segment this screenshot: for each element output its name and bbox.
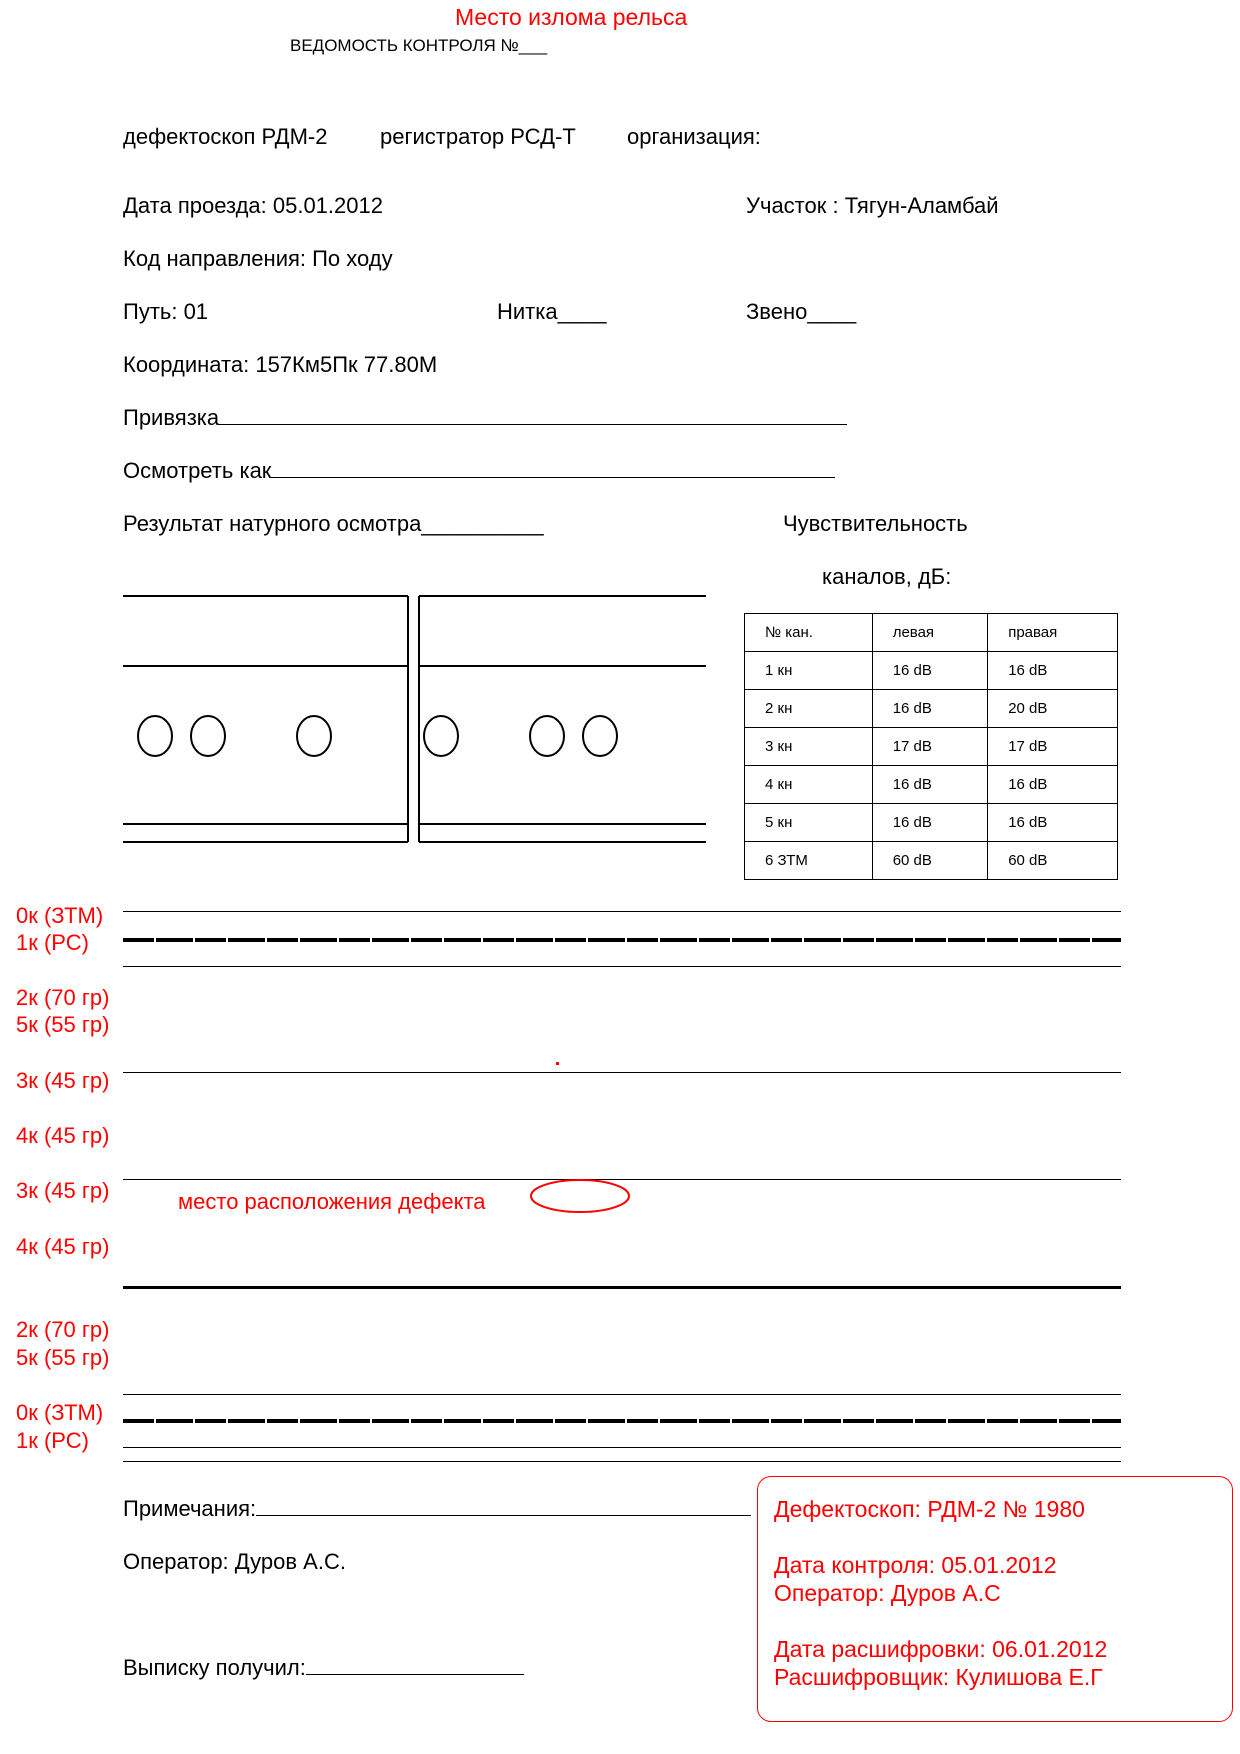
bolt-hole-icon — [297, 716, 331, 756]
notes-field — [123, 1496, 751, 1522]
channel-cell: 6 ЗТМ — [745, 842, 873, 880]
sensitivity-title-line1: Чувствительность — [783, 511, 968, 536]
table-row — [745, 728, 1118, 766]
coordinate: Координата: 157Км5Пк 77.80М — [123, 352, 438, 377]
scan-line — [123, 1072, 1121, 1073]
inspect-as-blank — [271, 459, 835, 478]
channel-cell: 1 кн — [745, 652, 873, 690]
notes-blank — [256, 1497, 751, 1516]
binding-blank — [219, 406, 847, 425]
left-value-cell: 16 dB — [872, 652, 988, 690]
channel-label: 3к (45 гр) — [16, 1068, 110, 1093]
notes-label: Примечания: — [123, 1496, 257, 1521]
left-value-cell: 60 dB — [872, 842, 988, 880]
right-value-cell: 16 dB — [988, 766, 1118, 804]
channel-label: 2к (70 гр) — [16, 1317, 110, 1342]
info-decode-date: Дата расшифровки: 06.01.2012 — [774, 1636, 1108, 1662]
rail-axis-line — [123, 1286, 1121, 1289]
track: Путь: 01 — [123, 299, 209, 324]
right-rail — [419, 596, 706, 842]
channel-label: 0к (ЗТМ) — [16, 1400, 104, 1425]
bolt-hole-icon — [191, 716, 225, 756]
operator: Оператор: Дуров А.С. — [123, 1549, 346, 1574]
column-header-right: правая — [988, 614, 1118, 652]
left-rail — [123, 596, 408, 842]
table-row — [745, 690, 1118, 728]
scan-line — [123, 1394, 1121, 1395]
scan-signal-line — [123, 1419, 1121, 1423]
right-value-cell: 16 dB — [988, 804, 1118, 842]
travel-date: Дата проезда: 05.01.2012 — [123, 193, 383, 218]
left-value-cell: 16 dB — [872, 804, 988, 842]
binding-field — [123, 405, 847, 431]
scan-line — [123, 911, 1121, 912]
received-field — [123, 1655, 524, 1681]
red-title: Место излома рельса — [455, 4, 688, 30]
table-row — [745, 766, 1118, 804]
table-row — [745, 804, 1118, 842]
sensitivity-table — [744, 613, 1118, 880]
column-header-channel: № кан. — [745, 614, 873, 652]
section: Участок : Тягун-Аламбай — [746, 193, 999, 218]
bolt-hole-icon — [583, 716, 617, 756]
channel-cell: 2 кн — [745, 690, 873, 728]
info-operator: Оператор: Дуров А.С — [774, 1580, 1001, 1606]
right-value-cell: 17 dB — [988, 728, 1118, 766]
channel-label: 0к (ЗТМ) — [16, 903, 104, 928]
right-value-cell: 60 dB — [988, 842, 1118, 880]
info-control-date: Дата контроля: 05.01.2012 — [774, 1552, 1057, 1578]
table-row — [745, 842, 1118, 880]
channel-cell: 4 кн — [745, 766, 873, 804]
bolt-hole-icon — [424, 716, 458, 756]
table-row — [745, 652, 1118, 690]
left-value-cell: 16 dB — [872, 766, 988, 804]
bolt-hole-icon — [138, 716, 172, 756]
channel-cell: 3 кн — [745, 728, 873, 766]
decoding-info-box — [757, 1476, 1233, 1722]
defect-marker-dot — [556, 1062, 559, 1065]
channel-label: 3к (45 гр) — [16, 1178, 110, 1203]
right-value-cell: 16 dB — [988, 652, 1118, 690]
sensitivity-title-line2: каналов, дБ: — [822, 564, 952, 589]
channel-label: 1к (РС) — [16, 930, 89, 955]
channel-label: 2к (70 гр) — [16, 985, 110, 1010]
defect-location-label: место расположения дефекта — [178, 1189, 486, 1214]
channel-label: 5к (55 гр) — [16, 1345, 110, 1370]
link-field: Звено____ — [746, 299, 857, 324]
channel-label: 4к (45 гр) — [16, 1234, 110, 1259]
inspection-result: Результат натурного осмотра__________ — [123, 511, 544, 536]
info-defectoscope: Дефектоскоп: РДМ-2 № 1980 — [774, 1496, 1085, 1522]
organization-label: организация: — [627, 124, 761, 149]
device-defectoscope: дефектоскоп РДМ-2 — [123, 124, 328, 149]
inspect-as-field — [123, 458, 835, 484]
received-blank — [306, 1656, 524, 1675]
defect-location-ellipse — [528, 1176, 632, 1216]
left-value-cell: 17 dB — [872, 728, 988, 766]
bolt-hole-icon — [530, 716, 564, 756]
channel-cell: 5 кн — [745, 804, 873, 842]
binding-label: Привязка — [123, 405, 220, 430]
scan-signal-line — [123, 938, 1121, 942]
column-header-left: левая — [872, 614, 988, 652]
right-value-cell: 20 dB — [988, 690, 1118, 728]
thread-field: Нитка____ — [497, 299, 607, 324]
channel-label: 1к (РС) — [16, 1428, 89, 1453]
scan-line — [123, 966, 1121, 967]
device-registrator: регистратор РСД-Т — [380, 124, 576, 149]
info-decoder: Расшифровщик: Кулишова Е.Г — [774, 1664, 1103, 1690]
rail-joint-diagram — [120, 590, 720, 850]
received-label: Выписку получил: — [123, 1655, 306, 1680]
channel-label: 5к (55 гр) — [16, 1012, 110, 1037]
document-title: ВЕДОМОСТЬ КОНТРОЛЯ №___ — [290, 36, 548, 55]
table-header-row — [745, 614, 1118, 652]
scan-line — [123, 1447, 1121, 1448]
channel-label: 4к (45 гр) — [16, 1123, 110, 1148]
scan-line — [123, 1461, 1121, 1462]
left-value-cell: 16 dB — [872, 690, 988, 728]
inspect-as-label: Осмотреть как — [123, 458, 272, 483]
direction-code: Код направления: По ходу — [123, 246, 393, 271]
